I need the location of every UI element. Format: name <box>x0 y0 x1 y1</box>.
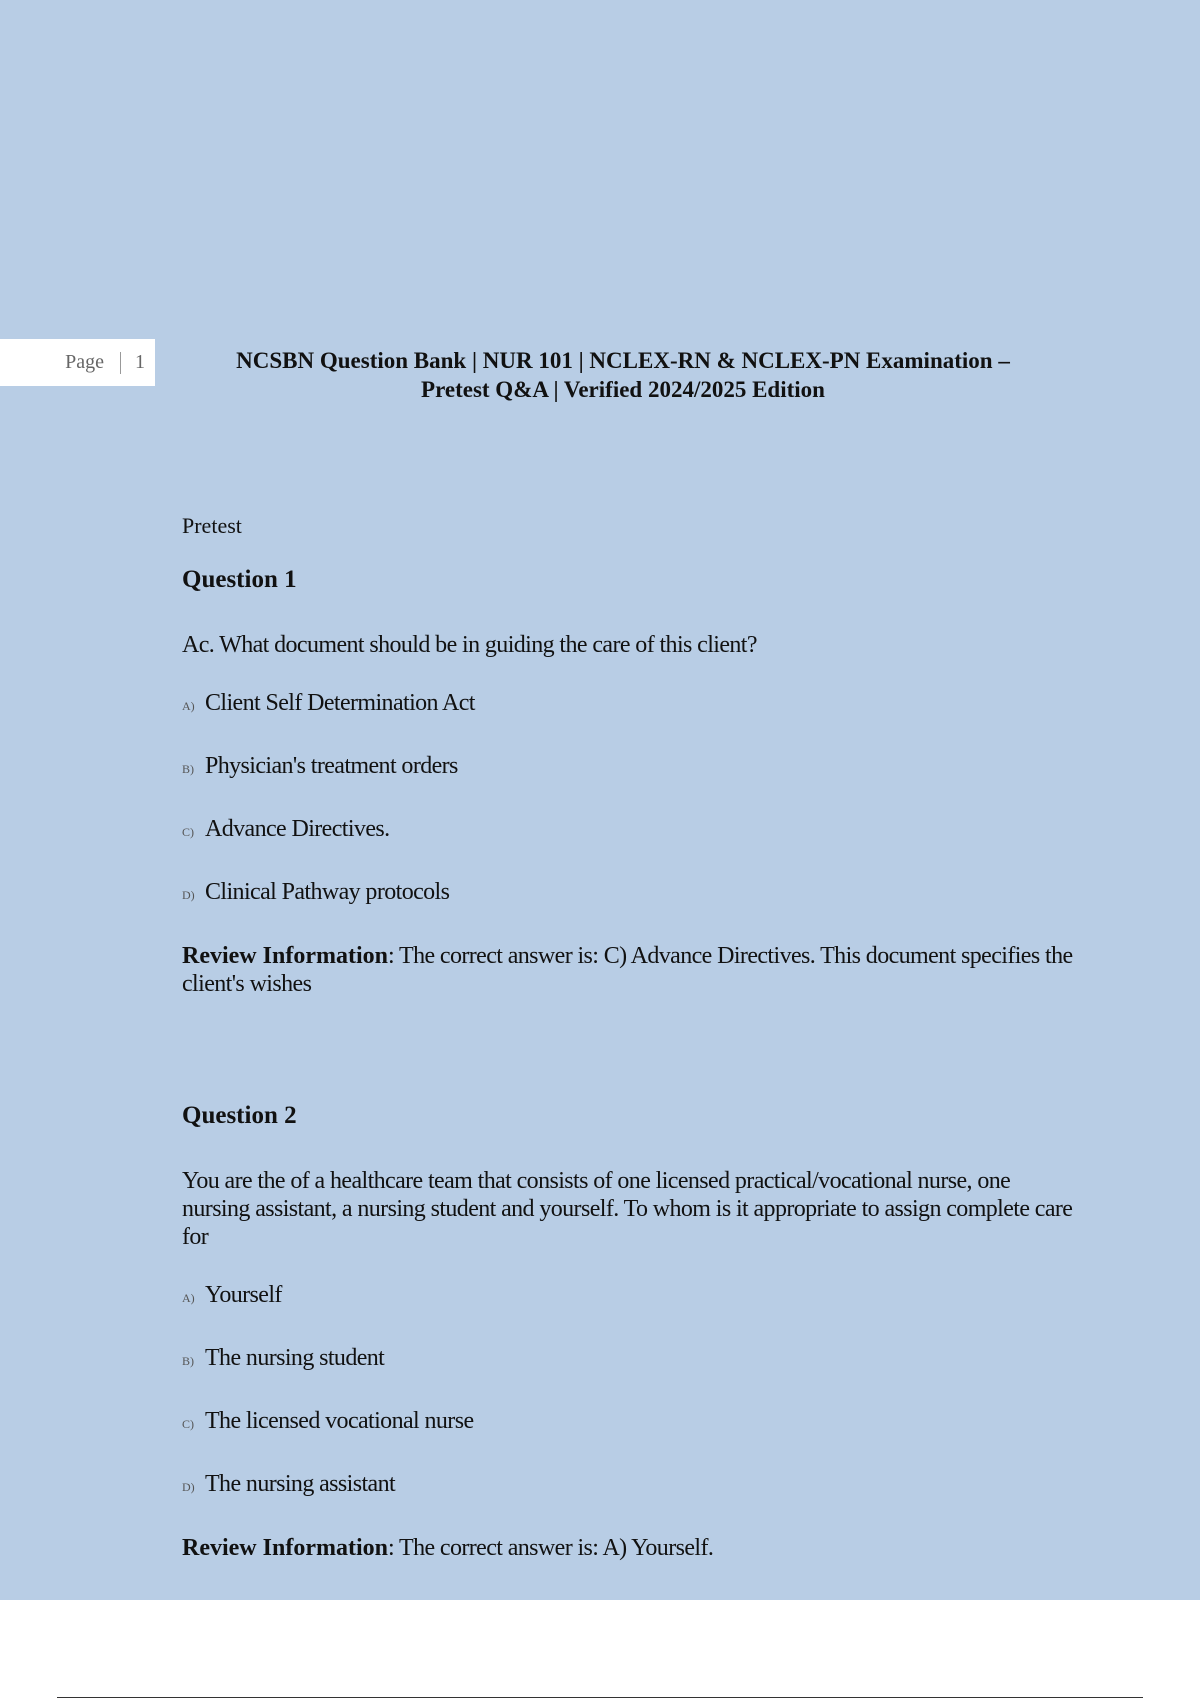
review-label: Review Information <box>182 1535 388 1561</box>
document-title <box>200 346 1046 404</box>
page-separator <box>120 352 121 374</box>
option-letter: D) <box>182 1480 195 1494</box>
option-letter: B) <box>182 1354 194 1368</box>
document-body <box>182 513 1082 1562</box>
review-information <box>182 1534 1082 1562</box>
answer-option <box>182 1408 1082 1435</box>
option-text: Clinical Pathway protocols <box>205 879 450 905</box>
answer-option <box>182 879 1082 906</box>
option-text: Advance Directives. <box>205 816 390 842</box>
answer-option <box>182 753 1082 780</box>
option-letter: B) <box>182 762 194 776</box>
option-letter: C) <box>182 825 194 839</box>
footer-rule <box>57 1697 1143 1698</box>
answer-option <box>182 816 1082 843</box>
question-heading: Question 1 <box>182 566 297 593</box>
question-text: You are the of a healthcare team that consists of one licensed practical/vocational nurse, one nursing assistant, a nursing student and yourself. To whom is it appropriate to assign complete care for <box>182 1168 1073 1250</box>
answer-option <box>182 690 1082 717</box>
question-block <box>182 566 1082 998</box>
option-text: Client Self Determination Act <box>205 690 475 716</box>
page-label: Page <box>65 351 104 373</box>
page-number: 1 <box>135 351 145 373</box>
answer-option <box>182 1282 1082 1309</box>
section-label: Pretest <box>182 513 242 538</box>
option-text: Yourself <box>205 1282 282 1308</box>
title-line-1: NCSBN Question Bank | NUR 101 | NCLEX-RN & NCLEX-PN Examination – <box>236 348 1010 373</box>
title-line-2: Pretest Q&A | Verified 2024/2025 Edition <box>421 377 825 402</box>
review-information <box>182 942 1082 998</box>
page-number-box <box>0 339 155 386</box>
review-label: Review Information <box>182 943 388 969</box>
question-block <box>182 1102 1082 1562</box>
spacer <box>182 998 1082 1102</box>
option-text: The nursing assistant <box>205 1471 396 1497</box>
question-text: Ac. What document should be in guiding the care of this client? <box>182 632 757 658</box>
option-letter: A) <box>182 1291 195 1305</box>
review-text: : The correct answer is: A) Yourself. <box>387 1535 714 1561</box>
option-letter: A) <box>182 699 195 713</box>
option-text: The licensed vocational nurse <box>205 1408 474 1434</box>
review-text: : The correct answer is: C) Advance Directives. This document specifies the client's wishes <box>182 943 1073 997</box>
option-letter: C) <box>182 1417 194 1431</box>
option-text: Physician's treatment orders <box>205 753 458 779</box>
question-heading: Question 2 <box>182 1102 297 1129</box>
answer-option <box>182 1345 1082 1372</box>
option-text: The nursing student <box>205 1345 385 1371</box>
option-letter: D) <box>182 888 195 902</box>
answer-option <box>182 1471 1082 1498</box>
